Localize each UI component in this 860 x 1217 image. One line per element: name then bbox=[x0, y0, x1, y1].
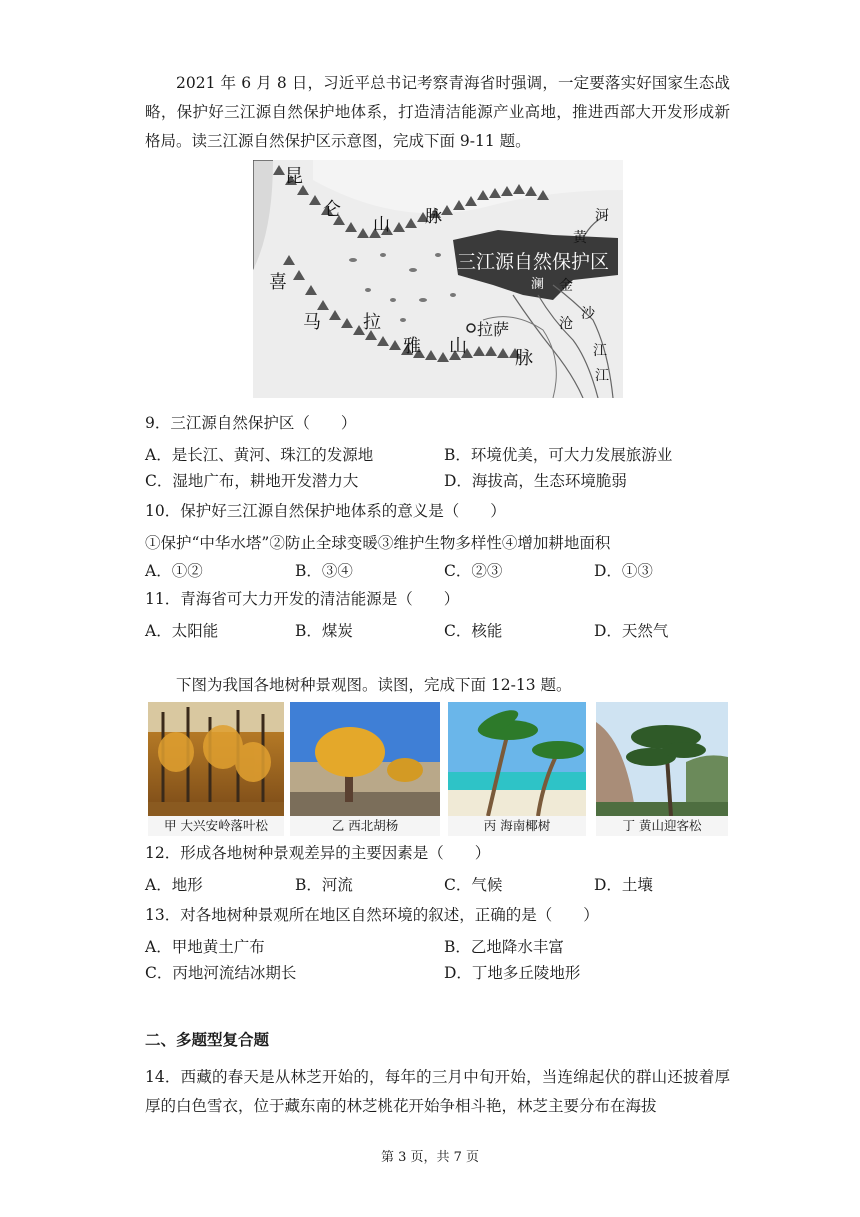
map-label-la: 拉 bbox=[363, 312, 381, 333]
q11-option-a: A．太阳能 bbox=[145, 622, 219, 640]
map-label-shan1: 山 bbox=[373, 215, 390, 235]
photo-pine bbox=[596, 702, 728, 836]
q9-option-c: C．湿地广布，耕地开发潜力大 bbox=[145, 472, 359, 490]
map-label-xi: 喜 bbox=[269, 272, 287, 293]
map-label-lan: 澜 bbox=[531, 277, 545, 292]
page-footer: 第 3 页，共 7 页 bbox=[380, 1150, 480, 1165]
q12-option-b: B．河流 bbox=[295, 876, 353, 894]
q14-text: 14．西藏的春天是从林芝开始的，每年的三月中旬开始，当连绵起伏的群山还披着厚厚的白色雪衣，位于藏东南的林芝桃花开始争相斗艳，林芝主要分布在海拔 bbox=[145, 1068, 730, 1115]
sanjiangyuan-map bbox=[253, 160, 623, 398]
q11-option-c: C．核能 bbox=[444, 622, 503, 640]
q10-option-b: B．③④ bbox=[295, 562, 353, 580]
q13-option-a: A．甲地黄土广布 bbox=[145, 938, 265, 956]
q13-option-c: C．丙地河流结冰期长 bbox=[145, 964, 297, 982]
q10-option-c: C．②③ bbox=[444, 562, 503, 580]
q9-option-b: B．环境优美，可大力发展旅游业 bbox=[444, 446, 673, 464]
q10-option-d: D．①③ bbox=[594, 562, 653, 580]
q11-option-b: B．煤炭 bbox=[295, 622, 353, 640]
map-label-mai1: 脉 bbox=[425, 207, 442, 227]
map-label-he: 河 bbox=[595, 208, 609, 224]
map-label-jiang2: 江 bbox=[595, 368, 609, 384]
map-label-ma: 马 bbox=[303, 312, 321, 333]
trees-intro: 下图为我国各地树种景观图。读图，完成下面 12-13 题。 bbox=[176, 676, 572, 694]
q11-option-d: D．天然气 bbox=[594, 622, 669, 640]
map-label-jin: 金 bbox=[559, 278, 573, 294]
q12-option-c: C．气候 bbox=[444, 876, 503, 894]
photo-poplar bbox=[290, 702, 440, 836]
q13-option-d: D．丁地多丘陵地形 bbox=[444, 964, 581, 982]
map-label-shan2: 山 bbox=[449, 336, 467, 357]
welcome-pine-image bbox=[596, 702, 728, 816]
q9-option-d: D．海拔高，生态环境脆弱 bbox=[444, 472, 627, 490]
map-label-sha: 沙 bbox=[581, 306, 595, 322]
map-label-jiang1: 江 bbox=[593, 343, 607, 359]
photo-caption-larch: 甲 大兴安岭落叶松 bbox=[148, 816, 284, 836]
photo-caption-palm: 丙 海南椰树 bbox=[448, 816, 586, 836]
map-label-reserve: 三江源自然保护区 bbox=[457, 251, 610, 273]
map-graphic bbox=[253, 160, 623, 398]
section-title: 二、多题型复合题 bbox=[145, 1031, 270, 1049]
q12-stem: 12．形成各地树种景观差异的主要因素是（ ） bbox=[145, 844, 491, 862]
map-label-lun: 仑 bbox=[323, 199, 341, 220]
map-label-cang: 沧 bbox=[559, 316, 573, 332]
photo-caption-poplar: 乙 西北胡杨 bbox=[290, 816, 440, 836]
q9-option-a: A．是长江、黄河、珠江的发源地 bbox=[145, 446, 374, 464]
photo-palm bbox=[448, 702, 586, 836]
map-label-lhasa: 拉萨 bbox=[477, 320, 510, 339]
q10-substem: ①保护“中华水塔”②防止全球变暖③维护生物多样性④增加耕地面积 bbox=[145, 534, 611, 552]
map-label-kun: 昆 bbox=[285, 166, 303, 187]
q9-stem: 9．三江源自然保护区（ ） bbox=[145, 414, 357, 432]
photo-caption-pine: 丁 黄山迎客松 bbox=[596, 816, 728, 836]
q13-stem: 13．对各地树种景观所在地区自然环境的叙述，正确的是（ ） bbox=[145, 906, 599, 924]
map-label-mai2: 脉 bbox=[515, 348, 533, 369]
q12-option-a: A．地形 bbox=[145, 876, 203, 894]
q12-option-d: D．土壤 bbox=[594, 876, 653, 894]
larch-forest-image bbox=[148, 702, 284, 816]
map-label-huang: 黄 bbox=[573, 230, 587, 246]
q13-option-b: B．乙地降水丰富 bbox=[444, 938, 564, 956]
desert-poplar-image bbox=[290, 702, 440, 816]
coconut-palm-image bbox=[448, 702, 586, 816]
q10-option-a: A．①② bbox=[145, 562, 203, 580]
map-label-ya: 雅 bbox=[403, 336, 421, 357]
intro-paragraph: 2021 年 6 月 8 日，习近平总书记考察青海省时强调，一定要落实好国家生态战略，保护好三江源自然保护地体系，打造清洁能源产业高地，推进西部大开发形成新格局。读三江源自然保护区示意图，完成下面 9-11 题。 bbox=[145, 74, 730, 150]
photo-larch bbox=[148, 702, 284, 836]
q10-stem: 10．保护好三江源自然保护地体系的意义是（ ） bbox=[145, 502, 506, 520]
q11-stem: 11．青海省可大力开发的清洁能源是（ ） bbox=[145, 590, 460, 608]
